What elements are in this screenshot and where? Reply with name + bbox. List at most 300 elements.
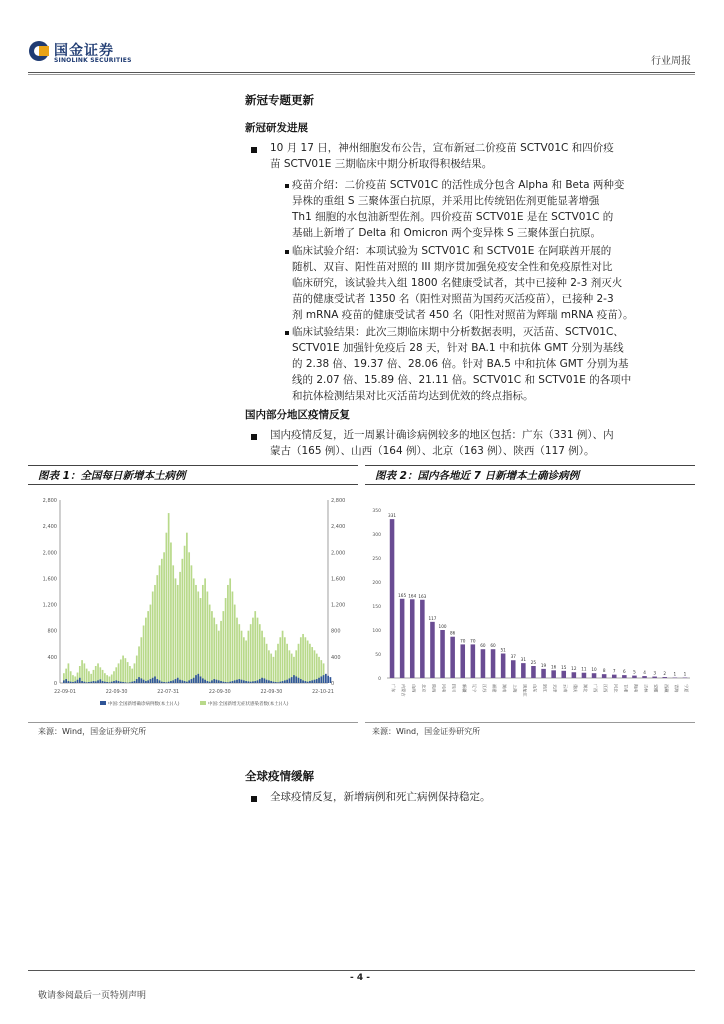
document-type: 行业周报 — [651, 56, 691, 67]
chart2-category-label: 宁夏 — [683, 684, 689, 693]
chart2-category-label: 江西 — [603, 684, 609, 693]
chart1-bar-confirmed — [131, 682, 133, 683]
chart1-bar-confirmed — [200, 676, 202, 683]
chart1-bar-confirmed — [113, 681, 115, 683]
chart1-bar-asymptomatic — [245, 641, 247, 683]
chart2-bar — [430, 622, 435, 678]
bullet-marker — [251, 147, 257, 153]
chart1-bar-asymptomatic — [145, 618, 147, 683]
chart2-data-label: 8 — [602, 668, 606, 674]
chart2-bar — [632, 676, 637, 678]
chart1-bar-confirmed — [109, 682, 111, 683]
chart2-data-label: 6 — [623, 669, 626, 675]
chart1-bar-confirmed — [293, 675, 295, 683]
chart1-bar-asymptomatic — [213, 618, 215, 683]
chart1-bar-confirmed — [204, 680, 206, 683]
chart1-bar-confirmed — [259, 679, 261, 683]
chart1-bar-confirmed — [184, 681, 186, 683]
chart1-bar-asymptomatic — [177, 585, 179, 683]
global-paragraph: 全球疫情反复，新增病例和死亡病例保持稳定。 — [270, 791, 491, 803]
chart1-bar-asymptomatic — [70, 671, 72, 683]
chart1-bar-asymptomatic — [140, 637, 142, 683]
chart2-bar — [592, 673, 597, 678]
chart2-bar — [551, 670, 556, 678]
text-line: 线的 2.07 倍、15.89 倍、21.11 倍。SCTV01C 和 SCTV01E 的各项中 — [292, 374, 632, 386]
chart1-bar-confirmed — [84, 682, 86, 683]
chart1-bar-confirmed — [79, 678, 81, 683]
chart1-bar-confirmed — [134, 681, 136, 683]
chart1-bar-confirmed — [282, 681, 284, 683]
chart2-category-label: 甘肃 — [623, 684, 629, 693]
chart1-bar-asymptomatic — [88, 671, 90, 683]
chart1-bar-asymptomatic — [156, 575, 158, 683]
chart2-data-label: 10 — [591, 667, 597, 673]
chart2-bar — [450, 637, 455, 678]
chart2-category-label: 新疆 — [461, 684, 467, 693]
text-line: 苗 SCTV01E 三期临床中期分析取得积极结果。 — [270, 158, 493, 170]
chart1-bar-confirmed — [150, 679, 152, 683]
chart2-data-label: 16 — [550, 664, 557, 670]
chart1-bar-asymptomatic — [279, 637, 281, 683]
chart1-bar-asymptomatic — [238, 624, 240, 683]
chart2-data-label: 100 — [438, 624, 447, 629]
chart1-bar-confirmed — [314, 680, 316, 683]
chart1-bar-confirmed — [325, 674, 327, 683]
chart1-bar-asymptomatic — [250, 624, 252, 683]
chart1-bar-asymptomatic — [202, 585, 204, 683]
chart1-bar-confirmed — [102, 681, 104, 683]
chart1-bar-confirmed — [97, 680, 99, 683]
chart1-bar-confirmed — [302, 680, 304, 683]
chart1-bar-confirmed — [93, 681, 95, 683]
chart1-bar-asymptomatic — [129, 666, 131, 683]
chart1-bar-confirmed — [191, 679, 193, 683]
brand-logo-icon — [28, 40, 50, 62]
chart2-data-label: 51 — [500, 647, 506, 653]
text-line: SCTV01E 加强针免疫后 28 天，针对 BA.1 中和抗体 GMT 分别为基线 — [292, 342, 624, 354]
chart2-category-label: 辽宁 — [471, 684, 477, 693]
chart1-bar-asymptomatic — [72, 675, 74, 683]
chart2-y-tick-label: 350 — [372, 509, 381, 514]
chart2-data-label: 1 — [673, 671, 677, 677]
text-line: 国内疫情反复，近一周累计确诊病例较多的地区包括：广东（331 例）、内 — [270, 429, 614, 441]
chart1-bar-confirmed — [90, 682, 92, 683]
chart2-data-label: 70 — [470, 638, 476, 644]
chart1-bar-confirmed — [172, 680, 174, 683]
chart1-bar-confirmed — [129, 682, 131, 683]
chart1-legend-asymptomatic: 中国:全国新增无症状感染者数(本土)(人) — [208, 702, 289, 707]
brand-logo — [28, 40, 158, 70]
chart1-bar-asymptomatic — [289, 650, 291, 683]
chart1-bar-confirmed — [213, 679, 215, 683]
chart2-category-label: 安徽 — [653, 684, 659, 693]
chart1-right-tick-label: 2,400 — [331, 524, 346, 531]
chart1-left-tick-label: 1,600 — [42, 576, 57, 583]
chart1-bar-confirmed — [241, 680, 243, 683]
trial-intro-paragraph — [292, 243, 702, 323]
chart2-bar — [541, 669, 546, 678]
chart1-bar-confirmed — [218, 680, 220, 683]
chart1-bar-asymptomatic — [211, 611, 213, 683]
chart1-bar-confirmed — [227, 682, 229, 683]
chart1-bar-confirmed — [197, 674, 199, 683]
chart2-bottom-rule — [365, 722, 695, 723]
chart1-left-tick-label: 2,000 — [42, 550, 57, 557]
chart1-bar-asymptomatic — [222, 611, 224, 683]
chart1-bar-asymptomatic — [316, 654, 318, 683]
chart1-bar-asymptomatic — [207, 592, 209, 684]
chart1-bar-asymptomatic — [188, 552, 190, 683]
chart2-bar — [531, 666, 536, 678]
chart1-bar-asymptomatic — [232, 592, 234, 684]
chart2-bar — [501, 654, 506, 678]
chart1-bar-confirmed — [277, 682, 279, 683]
chart1-bar-confirmed — [88, 682, 90, 683]
chart1-bar-confirmed — [245, 681, 247, 683]
chart1-right-tick-label: 2,800 — [331, 498, 346, 504]
chart2-category-label: 福建 — [492, 684, 498, 693]
chart2-category-label: 天津 — [552, 684, 558, 693]
chart2-data-label: 2 — [663, 671, 667, 677]
chart2-data-label: 60 — [480, 643, 486, 649]
chart2-bar — [622, 675, 627, 678]
chart1-bar-asymptomatic — [68, 663, 70, 683]
chart1-bar-asymptomatic — [109, 676, 111, 683]
chart2-category-label: 河南 — [441, 684, 447, 693]
chart1-bar-confirmed — [289, 678, 291, 683]
chart1-right-tick-label: 1,600 — [331, 576, 346, 583]
domestic-paragraph — [270, 427, 700, 459]
chart2-category-label: 浙江 — [542, 684, 548, 693]
chart1-bar-asymptomatic — [136, 656, 138, 683]
chart1-bar-asymptomatic — [304, 637, 306, 683]
chart1-bar-confirmed — [211, 680, 213, 683]
chart1-bar-confirmed — [323, 675, 325, 683]
chart2-data-label: 25 — [530, 660, 537, 665]
chart1-bar-confirmed — [95, 681, 97, 683]
chart2-bar — [481, 649, 486, 678]
chart1-right-tick-label: 400 — [331, 654, 341, 661]
news-paragraph — [270, 140, 700, 172]
chart1-bar-confirmed — [177, 678, 179, 683]
chart1-bar-asymptomatic — [147, 611, 149, 683]
chart1-x-tick-label: 22-09-30 — [208, 690, 231, 695]
chart1-left-tick-label: 2,800 — [42, 498, 57, 504]
chart2-regional-cases — [365, 488, 695, 720]
chart2-category-label: 黑龙江 — [522, 684, 528, 697]
chart2-bar — [561, 671, 566, 678]
chart1-bar-confirmed — [152, 678, 154, 683]
chart1-bar-confirmed — [154, 676, 156, 683]
chart2-data-label: 19 — [540, 662, 547, 668]
chart1-bar-confirmed — [225, 682, 227, 683]
chart1-bar-asymptomatic — [273, 657, 275, 683]
chart2-y-tick-label: 150 — [372, 605, 381, 610]
chart1-bar-asymptomatic — [284, 637, 286, 683]
chart1-bar-confirmed — [234, 680, 236, 683]
chart1-bar-asymptomatic — [154, 585, 156, 683]
chart1-bar-confirmed — [273, 682, 275, 683]
chart2-data-label: 117 — [428, 615, 437, 621]
text-line: 疫苗介绍：二价疫苗 SCTV01C 的活性成分包含 Alpha 和 Beta 两种变 — [292, 179, 625, 191]
chart1-left-tick-label: 1,200 — [42, 602, 57, 609]
chart1-bar-asymptomatic — [120, 659, 122, 683]
text-line: 异株的重组 S 三聚体蛋白抗原，并采用比传统铝佐剂更能显著增强 — [292, 195, 600, 207]
chart1-bar-asymptomatic — [134, 663, 136, 683]
chart2-bar — [612, 675, 617, 678]
chart1-bar-asymptomatic — [266, 644, 268, 683]
chart1-bar-confirmed — [118, 681, 120, 683]
chart1-bar-asymptomatic — [298, 644, 300, 683]
chart2-data-label: 5 — [633, 669, 636, 675]
chart1-title: 图表 1：全国每日新增本土病例 — [38, 470, 186, 482]
chart1-bar-confirmed — [232, 681, 234, 683]
text-line: 随机、双盲、阳性苗对照的 III 期序贯加强免疫安全性和免疫原性对比 — [292, 261, 613, 273]
chart1-bar-asymptomatic — [166, 533, 168, 683]
chart1-bar-asymptomatic — [186, 533, 188, 683]
text-line: 临床研究，该试验共入组 1800 名健康受试者，其中已接种 2-3 剂灭火 — [292, 277, 623, 289]
chart1-bar-asymptomatic — [227, 585, 229, 683]
chart1-bar-asymptomatic — [122, 656, 124, 683]
text-line: 的 2.38 倍、19.37 倍、28.06 倍。针对 BA.5 中和抗体 GMT 分别为基 — [292, 358, 629, 370]
chart2-bar — [521, 663, 526, 678]
chart2-data-label: 331 — [388, 513, 397, 519]
chart1-bar-confirmed — [181, 680, 183, 683]
chart1-bar-confirmed — [216, 680, 218, 683]
chart1-bar-asymptomatic — [193, 578, 195, 683]
chart1-bar-confirmed — [286, 680, 288, 683]
chart1-bar-confirmed — [318, 678, 320, 683]
chart1-bar-confirmed — [327, 676, 329, 683]
chart1-bar-confirmed — [99, 679, 101, 683]
sub-bullet-marker — [285, 331, 289, 335]
chart1-bar-asymptomatic — [200, 598, 202, 683]
brand-name-en: SINOLINK SECURITIES — [54, 57, 132, 64]
chart1-bar-asymptomatic — [195, 585, 197, 683]
chart2-category-label: 湖北 — [582, 684, 588, 693]
chart1-x-tick-label: 22-07-31 — [157, 690, 180, 695]
chart2-category-label: 河北 — [613, 684, 619, 693]
chart2-y-tick-label: 100 — [372, 629, 381, 634]
chart1-bar-confirmed — [138, 677, 140, 683]
chart1-bar-confirmed — [159, 680, 161, 683]
chart1-bar-confirmed — [156, 679, 158, 683]
chart1-bar-confirmed — [70, 682, 72, 683]
text-line: 临床试验结果：此次三期临床期中分析数据表明，灭活苗、SCTV01C、 — [292, 326, 624, 338]
chart1-bar-asymptomatic — [275, 650, 277, 683]
chart1-bar-confirmed — [268, 680, 270, 683]
chart1-bar-asymptomatic — [309, 644, 311, 683]
chart2-data-label: 31 — [520, 657, 527, 663]
chart1-bar-asymptomatic — [175, 578, 177, 683]
chart2-data-label: 60 — [490, 643, 496, 649]
chart1-bar-asymptomatic — [286, 644, 288, 683]
chart1-bar-asymptomatic — [179, 572, 181, 683]
chart2-bar — [460, 644, 465, 678]
chart2-bar — [400, 599, 405, 678]
chart1-bar-asymptomatic — [118, 663, 120, 683]
chart2-title-bar — [365, 465, 695, 485]
chart2-bar — [491, 649, 496, 678]
chart2-category-label: 吉林 — [643, 684, 649, 693]
chart1-bar-asymptomatic — [106, 675, 108, 683]
chart1-bar-confirmed — [300, 679, 302, 683]
chart1-bar-confirmed — [125, 682, 127, 683]
chart1-bar-confirmed — [270, 681, 272, 683]
chart1-bar-confirmed — [120, 682, 122, 683]
chart1-bar-asymptomatic — [218, 631, 220, 683]
chart2-category-label: 广东 — [391, 684, 397, 693]
text-line: 蒙古（165 例）、山西（164 例）、北京（163 例）、陕西（117 例）。 — [270, 445, 595, 457]
chart1-bar-confirmed — [250, 682, 252, 683]
chart1-bar-confirmed — [81, 681, 83, 683]
chart1-bar-confirmed — [188, 680, 190, 683]
chart1-bar-confirmed — [68, 681, 70, 683]
chart1-bar-confirmed — [186, 682, 188, 683]
chart1-left-tick-label: 800 — [47, 628, 57, 635]
chart1-bar-asymptomatic — [225, 598, 227, 683]
chart1-bar-confirmed — [295, 676, 297, 683]
chart1-bar-asymptomatic — [170, 542, 172, 683]
chart2-category-label: 山西 — [411, 684, 417, 693]
chart1-bar-asymptomatic — [254, 611, 256, 683]
chart2-bar — [390, 519, 395, 678]
chart2-category-label: 上海 — [512, 684, 518, 693]
chart2-category-label: 北京 — [421, 684, 427, 693]
chart1-bar-confirmed — [86, 682, 88, 683]
chart1-bar-asymptomatic — [143, 625, 145, 683]
chart2-bar — [410, 599, 415, 678]
chart1-bar-confirmed — [298, 678, 300, 683]
chart2-category-label: 内蒙古 — [401, 684, 407, 697]
chart1-bar-asymptomatic — [181, 559, 183, 683]
footer-divider — [28, 970, 695, 971]
chart2-bar — [662, 677, 667, 678]
chart2-y-tick-label: 200 — [372, 581, 381, 586]
chart1-right-tick-label: 1,200 — [331, 602, 346, 609]
chart1-x-tick-label: 22-09-30 — [105, 690, 128, 695]
chart1-legend-confirmed: 中国:全国新增确诊病例数(本土)(人) — [108, 702, 180, 707]
chart1-legend-swatch-confirmed — [100, 701, 106, 705]
chart1-bar-asymptomatic — [104, 673, 106, 683]
page-number: - 4 - — [350, 973, 370, 983]
chart1-bar-confirmed — [243, 680, 245, 683]
chart1-bar-asymptomatic — [236, 618, 238, 683]
subsection-title-rd: 新冠研发进展 — [245, 122, 308, 134]
chart1-bar-asymptomatic — [209, 605, 211, 683]
chart1-bar-asymptomatic — [95, 666, 97, 683]
chart1-bar-asymptomatic — [159, 565, 161, 683]
chart2-data-label: 37 — [510, 654, 516, 660]
chart1-right-tick-label: 800 — [331, 628, 341, 635]
chart1-bar-asymptomatic — [234, 605, 236, 683]
chart1-bar-confirmed — [77, 680, 79, 683]
chart1-bar-asymptomatic — [84, 663, 86, 683]
chart2-category-label: 广西 — [593, 684, 599, 693]
chart1-bar-confirmed — [193, 678, 195, 683]
chart2-bar — [582, 673, 587, 678]
chart1-bar-asymptomatic — [300, 637, 302, 683]
chart2-data-label: 7 — [612, 668, 616, 674]
chart2-data-label: 4 — [643, 670, 646, 676]
chart1-bar-confirmed — [320, 676, 322, 683]
chart1-bar-confirmed — [330, 677, 332, 683]
chart2-category-label: 四川 — [451, 684, 457, 693]
chart1-bar-confirmed — [248, 681, 250, 683]
chart2-category-label: 山东 — [532, 684, 538, 693]
text-line: 苗的健康受试者 1350 名（阳性对照苗为国药灭活疫苗），已接种 2-3 — [292, 293, 614, 305]
chart1-bar-asymptomatic — [248, 631, 250, 683]
chart1-bar-confirmed — [122, 682, 124, 683]
chart1-bar-asymptomatic — [314, 650, 316, 683]
chart1-bar-asymptomatic — [307, 641, 309, 683]
chart1-bar-confirmed — [209, 682, 211, 683]
bullet-marker — [251, 796, 257, 802]
chart2-y-tick-label: 250 — [372, 557, 381, 562]
chart1-bar-asymptomatic — [270, 654, 272, 683]
section-title-global: 全球疫情缓解 — [245, 769, 314, 783]
text-line: Th1 细胞的水包油新型佐剂。四价疫苗 SCTV01E 是在 SCTV01C 的 — [292, 211, 614, 223]
chart2-bar — [420, 600, 425, 678]
chart1-bar-confirmed — [220, 681, 222, 683]
chart1-bar-asymptomatic — [197, 592, 199, 684]
chart1-bar-asymptomatic — [127, 662, 129, 683]
chart1-bar-confirmed — [284, 680, 286, 683]
chart1-x-tick-label: 22-09-30 — [260, 690, 283, 695]
chart1-bar-asymptomatic — [150, 605, 152, 683]
chart2-data-label: 163 — [418, 593, 427, 599]
chart1-bar-asymptomatic — [125, 658, 127, 683]
chart1-bar-asymptomatic — [263, 637, 265, 683]
chart1-bar-confirmed — [175, 679, 177, 683]
section-title-covid: 新冠专题更新 — [245, 93, 314, 107]
chart1-bar-asymptomatic — [86, 669, 88, 683]
chart2-y-tick-label: 300 — [372, 533, 381, 538]
chart2-category-label: 青海 — [673, 684, 679, 693]
vaccine-intro-paragraph — [292, 177, 702, 241]
chart1-bar-asymptomatic — [216, 624, 218, 683]
chart2-bar — [602, 674, 607, 678]
chart1-x-tick-label: 22-09-01 — [54, 690, 76, 695]
chart1-title-bar — [28, 465, 358, 485]
chart1-bar-asymptomatic — [257, 618, 259, 683]
chart1-bar-confirmed — [229, 682, 231, 683]
chart1-bar-confirmed — [143, 680, 145, 683]
header-divider — [28, 72, 695, 73]
chart1-x-tick-label: 22-10-21 — [312, 690, 334, 695]
chart1-bar-asymptomatic — [152, 592, 154, 684]
chart2-y-tick-label: 50 — [375, 653, 381, 658]
chart1-bar-confirmed — [254, 681, 256, 683]
chart1-bar-asymptomatic — [90, 674, 92, 683]
chart1-left-tick-label: 400 — [47, 654, 57, 661]
chart1-bar-confirmed — [275, 682, 277, 683]
sub-bullet-marker — [285, 250, 289, 254]
chart2-source: 来源：Wind，国金证券研究所 — [372, 727, 481, 736]
chart1-bar-confirmed — [72, 682, 74, 683]
chart2-category-label: 西藏 — [663, 684, 669, 693]
chart2-category-label: 海南 — [633, 684, 639, 693]
chart2-data-label: 70 — [460, 638, 466, 644]
chart2-data-label: 165 — [398, 592, 407, 598]
chart2-data-label: 164 — [408, 593, 417, 599]
text-line: 临床试验介绍：本项试验为 SCTV01C 和 SCTV01E 在阿联酋开展的 — [292, 245, 612, 257]
chart1-bar-confirmed — [168, 682, 170, 683]
chart1-bar-confirmed — [147, 680, 149, 683]
chart1-bar-asymptomatic — [131, 669, 133, 683]
chart1-bar-asymptomatic — [282, 631, 284, 683]
chart1-bar-confirmed — [136, 679, 138, 683]
